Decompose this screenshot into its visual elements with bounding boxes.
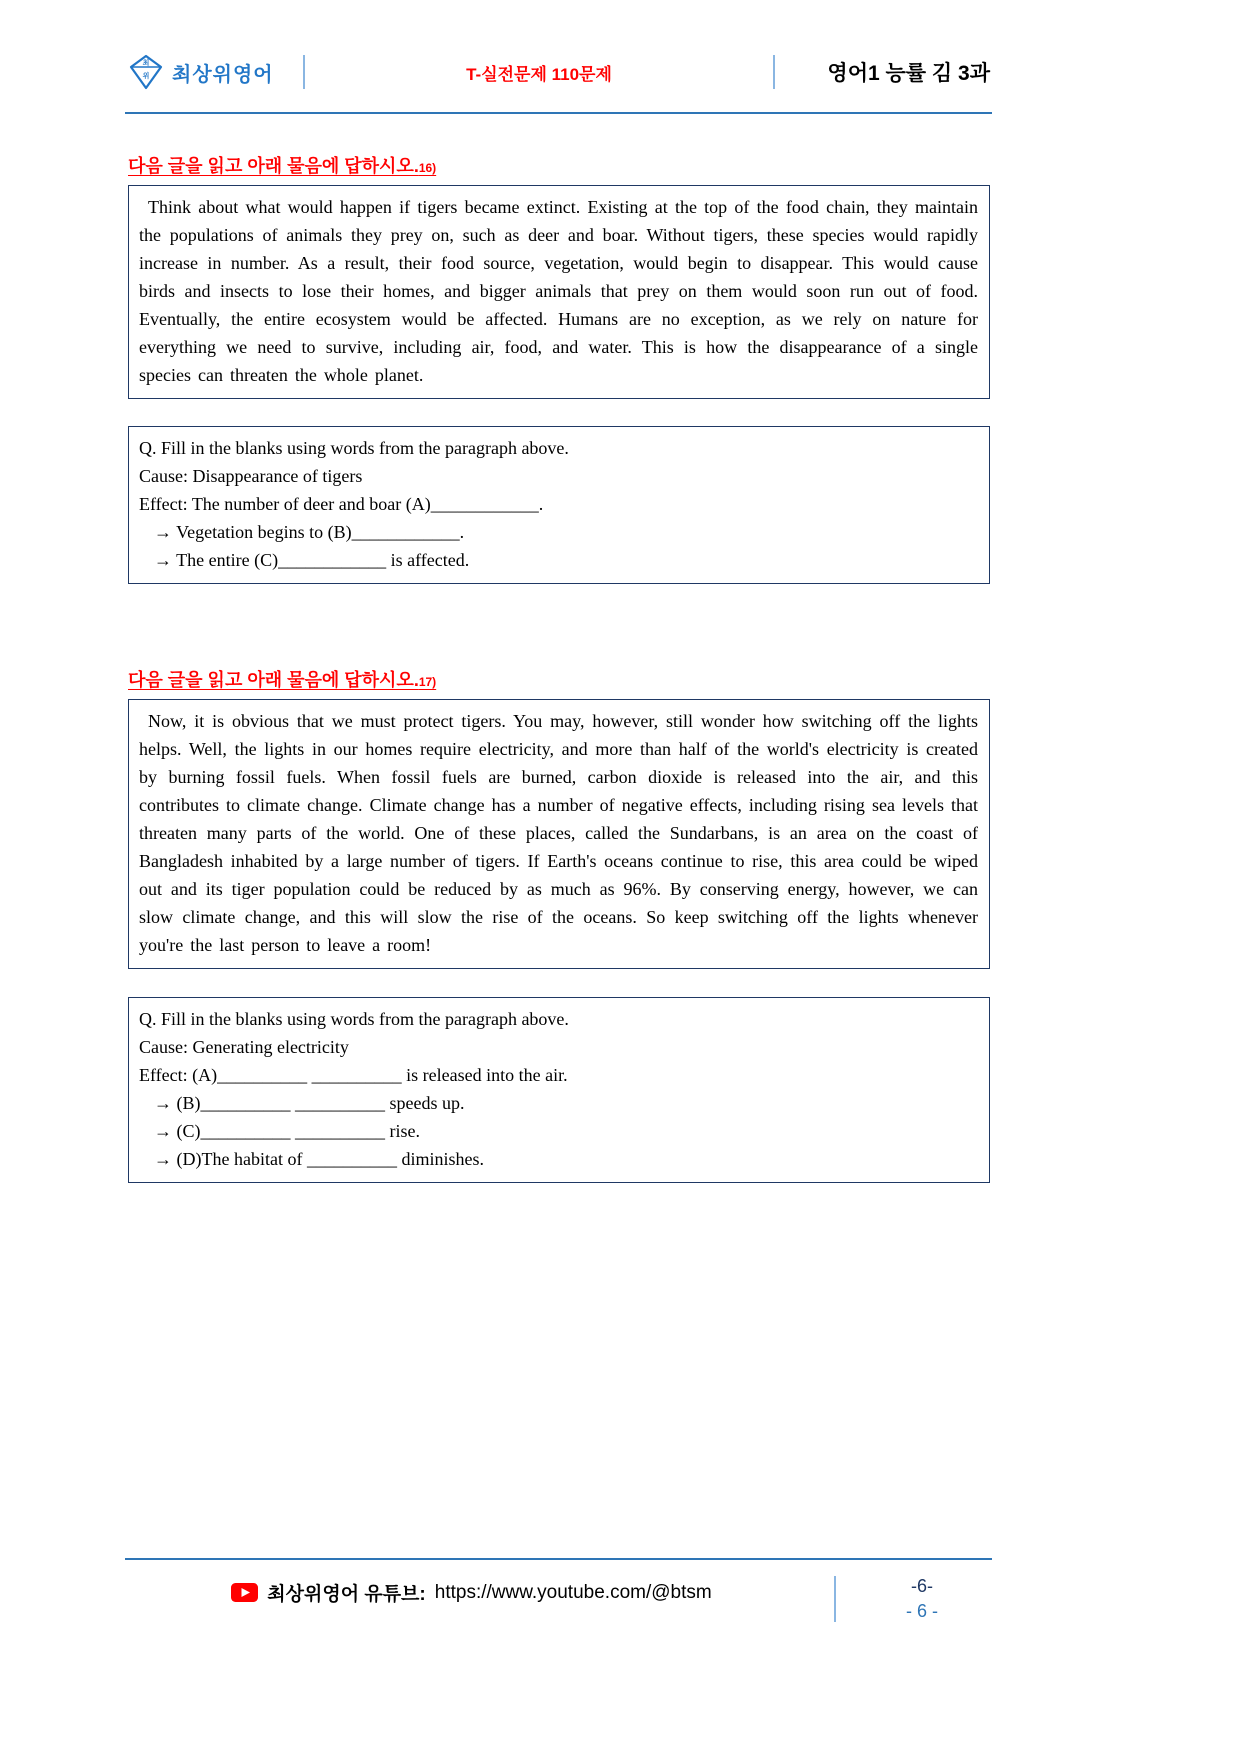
- cause-line: Cause: Disappearance of tigers: [139, 466, 363, 486]
- effect-line-d: → (D)The habitat of __________ diminishes.: [154, 1149, 484, 1169]
- footer-divider: [834, 1576, 836, 1622]
- question-prompt: Q. Fill in the blanks using words from the paragraph above.: [139, 1009, 569, 1029]
- effect-line-c: → (C)__________ __________ rise.: [154, 1121, 420, 1141]
- footer-channel-info: [125, 1576, 818, 1606]
- effect-line-a: Effect: The number of deer and boar (A)____________.: [139, 494, 544, 514]
- header-center-title: T-실전문제 110문제: [466, 64, 612, 84]
- section-1-heading-text: 다음 글을 읽고 아래 물음에 답하시오.: [128, 156, 419, 176]
- effect-line-b: → (B)__________ __________ speeds up.: [154, 1093, 465, 1113]
- logo: [128, 54, 303, 90]
- channel-url: https://www.youtube.com/@btsm: [434, 1581, 712, 1603]
- youtube-icon: [231, 1583, 258, 1602]
- passage-box-1: Think about what would happen if tigers became extinct. Existing at the top of the food chain, they maintain the populations of animals they prey on, such as deer and boar. Without tigers, these species would rapidly increase in number. As a result, their food source, vegetation, would begin to disappear. This would cause birds and insects to lose their homes, and bigger animals that prey on them would soon run out of food. Eventually, the entire ecosystem would be affected. Humans are no exception, as we rely on nature for everything we need to survive, including air, food, and water. This is how the disappearance of a single species can threaten the whole planet.: [128, 185, 990, 399]
- channel-label: 최상위영어 유튜브:: [267, 1584, 426, 1605]
- question-box-2: [128, 997, 990, 1183]
- effect-line-c: → The entire (C)____________ is affected.: [154, 550, 470, 570]
- section-1-heading: [128, 152, 990, 178]
- page-number-bottom: - 6 -: [905, 1601, 938, 1621]
- main-content: [128, 152, 990, 1183]
- page-footer: [125, 1558, 992, 1622]
- page-number-top: -6-: [911, 1576, 933, 1596]
- section-1-heading-note: 16): [418, 161, 437, 175]
- brand-logo-icon: [128, 54, 164, 90]
- section-2-heading-text: 다음 글을 읽고 아래 물음에 답하시오.: [128, 670, 419, 690]
- brand-name: 최상위영어: [172, 63, 274, 86]
- footer-rule: [125, 1558, 992, 1560]
- effect-line-b: → Vegetation begins to (B)____________.: [154, 522, 465, 542]
- page-numbers: [852, 1576, 992, 1622]
- question-box-1: [128, 426, 990, 584]
- passage-box-2: Now, it is obvious that we must protect tigers. You may, however, still wonder how switching off the lights helps. Well, the lights in our homes require electricity, and more than half of the world's electricity is created by burning fossil fuels. When fossil fuels are burned, carbon dioxide is released into the air, and this contributes to climate change. Climate change has a number of negative effects, including rising sea levels that threaten many parts of the world. One of these places, called the Sundarbans, is an area on the coast of Bangladesh inhabited by a large number of tigers. If Earth's oceans continue to rise, this area could be wiped out and its tiger population could be reduced by as much as 96%. By conserving energy, however, we can slow climate change, and this will slow the rise of the oceans. So keep switching off the lights whenever you're the last person to leave a room!: [128, 699, 990, 969]
- svg-text:최: 최: [142, 60, 150, 67]
- svg-text:위: 위: [142, 73, 150, 80]
- section-2-heading: [128, 666, 990, 692]
- header-rule: [125, 112, 992, 114]
- page-header: [128, 54, 990, 90]
- header-right-title: 영어1 능률 김 3과: [827, 62, 990, 85]
- cause-line: Cause: Generating electricity: [139, 1037, 349, 1057]
- question-prompt: Q. Fill in the blanks using words from the paragraph above.: [139, 438, 569, 458]
- section-2-heading-note: 17): [418, 675, 437, 689]
- effect-line-a: Effect: (A)__________ __________ is released into the air.: [139, 1065, 568, 1085]
